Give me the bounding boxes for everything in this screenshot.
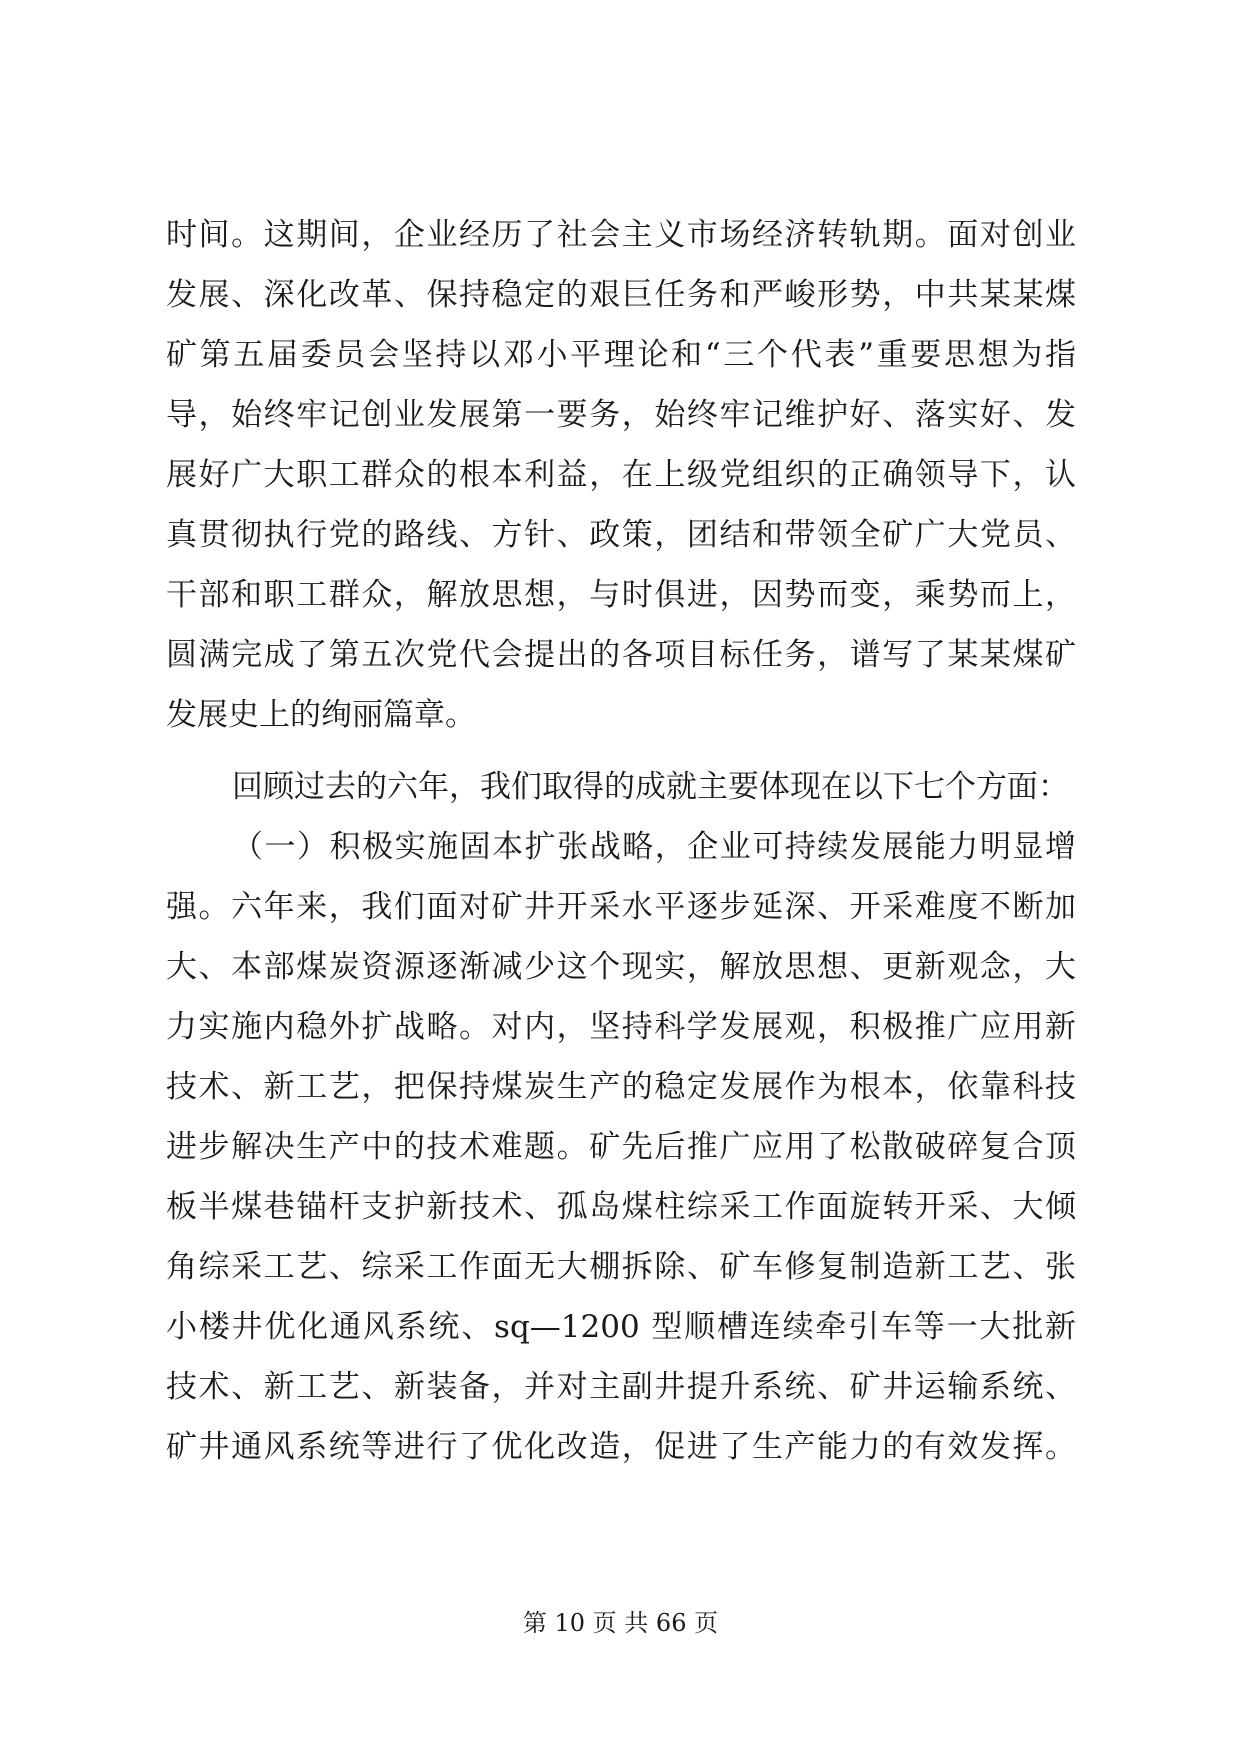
text-line: 时间。这期间，企业经历了社会主义市场经济转轨期。面对创业 [166,217,1076,253]
text-line: 技术、新工艺，把保持煤炭生产的稳定发展作为根本，依靠科技 [166,1069,1076,1105]
text-line: 干部和职工群众，解放思想，与时俱进，因势而变，乘势而上， [166,577,1076,613]
text-line: 板半煤巷锚杆支护新技术、孤岛煤柱综采工作面旋转开采、大倾 [166,1189,1076,1225]
text-line: 展好广大职工群众的根本利益，在上级党组织的正确领导下，认 [166,457,1076,493]
text-line: 真贯彻执行党的路线、方针、政策，团结和带领全矿广大党员、 [166,517,1076,553]
text-line: 导，始终牢记创业发展第一要务，始终牢记维护好、落实好、发 [166,397,1076,433]
text-line: 角综采工艺、综采工作面无大棚拆除、矿车修复制造新工艺、张 [166,1249,1076,1285]
text-line: 矿井通风系统等进行了优化改造，促进了生产能力的有效发挥。 [166,1429,1076,1465]
text-line: 小楼井优化通风系统、sq—1200 型顺槽连续牵引车等一大批新 [166,1309,1076,1345]
text-line: 圆满完成了第五次党代会提出的各项目标任务，谱写了某某煤矿 [166,637,1076,673]
text-line: 发展、深化改革、保持稳定的艰巨任务和严峻形势，中共某某煤 [166,277,1076,313]
text-line: 大、本部煤炭资源逐渐减少这个现实，解放思想、更新观念，大 [166,949,1076,985]
text-line: 力实施内稳外扩战略。对内，坚持科学发展观，积极推广应用新 [166,1009,1076,1045]
text-line: 技术、新工艺、新装备，并对主副井提升系统、矿井运输系统、 [166,1369,1076,1405]
section-heading-line: （一）积极实施固本扩张战略，企业可持续发展能力明显增 [232,829,1076,865]
text-line: 矿第五届委员会坚持以邓小平理论和“三个代表”重要思想为指 [166,337,1076,373]
text-line: 进步解决生产中的技术难题。矿先后推广应用了松散破碎复合顶 [166,1129,1076,1165]
text-line: 发展史上的绚丽篇章。 [166,697,476,733]
paragraph-intro-line: 回顾过去的六年，我们取得的成就主要体现在以下七个方面： [232,769,1069,805]
page-number-footer: 第 10 页 共 66 页 [522,1609,719,1637]
text-line: 强。六年来，我们面对矿井开采水平逐步延深、开采难度不断加 [166,889,1076,925]
